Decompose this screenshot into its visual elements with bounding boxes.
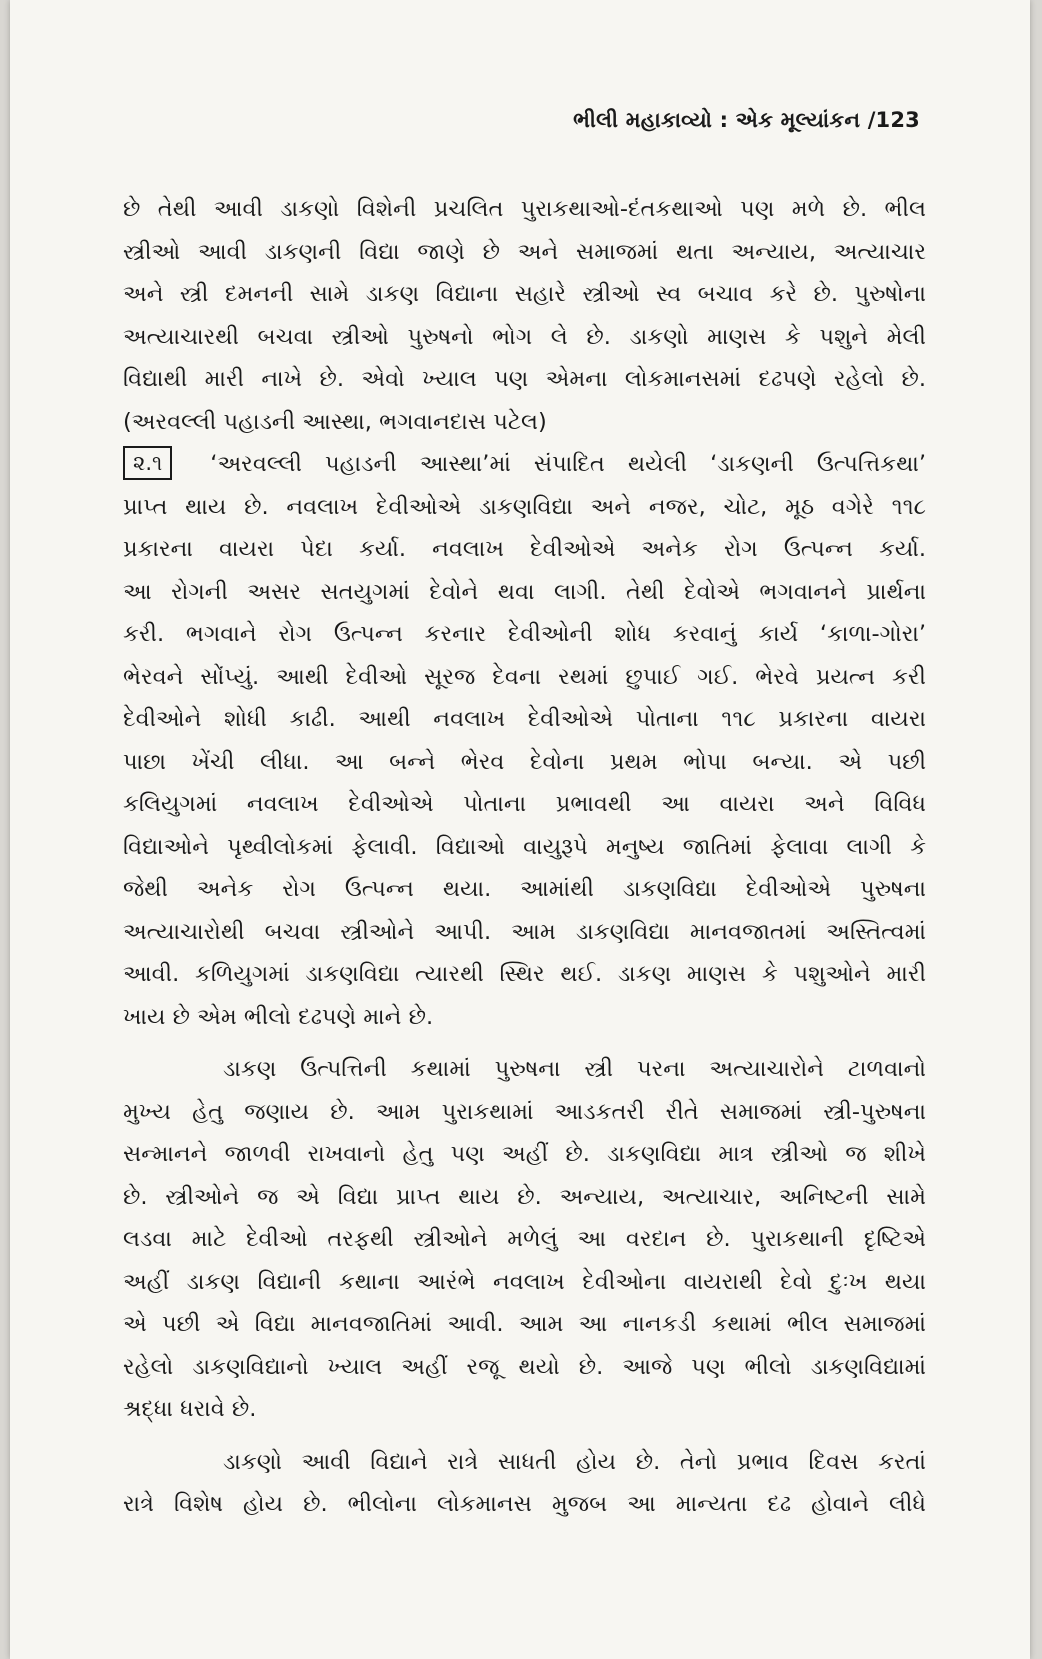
- paragraph-1: [123, 188, 926, 443]
- text-line: જેથી અનેક રોગ ઉત્પન્ન થયા. આમાંથી ડાકણવિદ્યા દેવીઓએ પુરુષના: [123, 876, 926, 902]
- text-line: છે તેથી આવી ડાકણો વિશેની પ્રચલિત પુરાકથાઓ-દંતકથાઓ પણ મળે છે. ભીલ: [123, 196, 926, 222]
- text-line: વિદ્યાથી મારી નાખે છે. એવો ખ્યાલ પણ એમના લોકમાનસમાં દઢપણે રહેલો છે.: [123, 366, 926, 392]
- text-line: અત્યાચારથી બચવા સ્ત્રીઓ પુરુષનો ભોગ લે છે. ડાકણો માણસ કે પશુને મેલી: [123, 323, 926, 350]
- text-line: રાત્રે વિશેષ હોય છે. ભીલોના લોકમાનસ મુજબ આ માન્યતા દઢ હોવાને લીધે: [123, 1491, 926, 1517]
- text-line: આવી. કળિયુગમાં ડાકણવિદ્યા ત્યારથી સ્થિર થઈ. ડાકણ માણસ કે પશુઓને મારી: [123, 961, 926, 987]
- text-line: વિદ્યાઓને પૃથ્વીલોકમાં ફેલાવી. વિદ્યાઓ વાયુરૂપે મનુષ્ય જાતિમાં ફેલાવા લાગી કે: [123, 833, 926, 860]
- section-number-box: ૨.૧: [123, 446, 172, 480]
- paragraph-2: [123, 443, 926, 1038]
- text-line: રહેલો ડાકણવિદ્યાનો ખ્યાલ અહીં રજૂ થયો છે. આજે પણ ભીલો ડાકણવિદ્યામાં: [123, 1353, 926, 1380]
- text-line: દેવીઓને શોધી કાઢી. આથી નવલાખ દેવીઓએ પોતાના ૧૧૮ પ્રકારના વાયરા: [123, 706, 926, 732]
- paragraph-3: [123, 1048, 926, 1431]
- text-line: શ્રદ્ધા ધરાવે છે.: [123, 1396, 257, 1422]
- section-first-line: [123, 443, 926, 486]
- book-page: [10, 0, 1030, 1659]
- text-line: અને સ્ત્રી દમનની સામે ડાકણ વિદ્યાના સહારે સ્ત્રીઓ સ્વ બચાવ કરે છે. પુરુષોના: [123, 281, 926, 307]
- text-line: આ રોગની અસર સતયુગમાં દેવોને થવા લાગી. તેથી દેવોએ ભગવાનને પ્રાર્થના: [123, 578, 926, 605]
- text-line: એ પછી એ વિદ્યા માનવજાતિમાં આવી. આમ આ નાનકડી કથામાં ભીલ સમાજમાં: [123, 1311, 926, 1337]
- text-line: પ્રાપ્ત થાય છે. નવલાખ દેવીઓએ ડાકણવિદ્યા અને નજર, ચોટ, મૂઠ વગેરે ૧૧૮: [123, 493, 926, 520]
- text-line: પાછા ખેંચી લીધા. આ બન્ને ભેરવ દેવોના પ્રથમ ભોપા બન્યા. એ પછી: [123, 748, 926, 775]
- section-first-line-text: ‘અરવલ્લી પહાડની આસ્થા’માં સંપાદિત થયેલી ‘ડાકણની ઉત્પત્તિકથા’: [210, 451, 926, 477]
- text-line: અત્યાચારોથી બચવા સ્ત્રીઓને આપી. આમ ડાકણવિદ્યા માનવજાતમાં અસ્તિત્વમાં: [123, 918, 926, 945]
- text-line: ડાકણ ઉત્પત્તિની કથામાં પુરુષના સ્ત્રી પરના અત્યાચારોને ટાળવાનો: [223, 1056, 926, 1082]
- text-line: લડવા માટે દેવીઓ તરફથી સ્ત્રીઓને મળેલું આ વરદાન છે. પુરાકથાની દૃષ્ટિએ: [123, 1226, 926, 1252]
- running-header: [130, 108, 920, 133]
- text-line: સ્ત્રીઓ આવી ડાકણની વિદ્યા જાણે છે અને સમાજમાં થતા અન્યાય, અત્યાચાર: [123, 238, 926, 265]
- text-line: ખાય છે એમ ભીલો દઢપણે માને છે.: [123, 1003, 434, 1030]
- text-line: મુખ્ય હેતુ જણાય છે. આમ પુરાકથામાં આડકતરી રીતે સમાજમાં સ્ત્રી-પુરુષના: [123, 1098, 926, 1125]
- paragraph-4: [123, 1441, 926, 1526]
- text-line: છે. સ્ત્રીઓને જ એ વિદ્યા પ્રાપ્ત થાય છે. અન્યાય, અત્યાચાર, અનિષ્ટની સામે: [123, 1183, 926, 1210]
- text-line: કલિયુગમાં નવલાખ દેવીઓએ પોતાના પ્રભાવથી આ વાયરા અને વિવિધ: [123, 791, 926, 817]
- text-line: ભેરવને સોંપ્યું. આથી દેવીઓ સૂરજ દેવના રથમાં છુપાઈ ગઈ. ભેરવે પ્રયત્ન કરી: [123, 663, 926, 690]
- text-line: પ્રકારના વાયરા પેદા કર્યા. નવલાખ દેવીઓએ અનેક રોગ ઉત્પન્ન કર્યા.: [123, 536, 926, 562]
- header-page-number: /123: [867, 108, 920, 132]
- body-text: [123, 188, 926, 1526]
- text-line: સન્માનને જાળવી રાખવાનો હેતુ પણ અહીં છે. ડાકણવિદ્યા માત્ર સ્ત્રીઓ જ શીખે: [123, 1141, 926, 1167]
- text-line: અહીં ડાકણ વિદ્યાની કથાના આરંભે નવલાખ દેવીઓના વાયરાથી દેવો દુઃખ થયા: [123, 1268, 926, 1295]
- header-title: ભીલી મહાકાવ્યો : એક મૂલ્યાંકન: [573, 108, 861, 132]
- citation-line: (અરવલ્લી પહાડની આસ્થા, ભગવાનદાસ પટેલ): [123, 408, 547, 435]
- text-line: ડાકણો આવી વિદ્યાને રાત્રે સાધતી હોય છે. તેનો પ્રભાવ દિવસ કરતાં: [223, 1448, 926, 1475]
- text-line: કરી. ભગવાને રોગ ઉત્પન્ન કરનાર દેવીઓની શોધ કરવાનું કાર્ય ‘કાળા-ગોરા’: [123, 621, 926, 647]
